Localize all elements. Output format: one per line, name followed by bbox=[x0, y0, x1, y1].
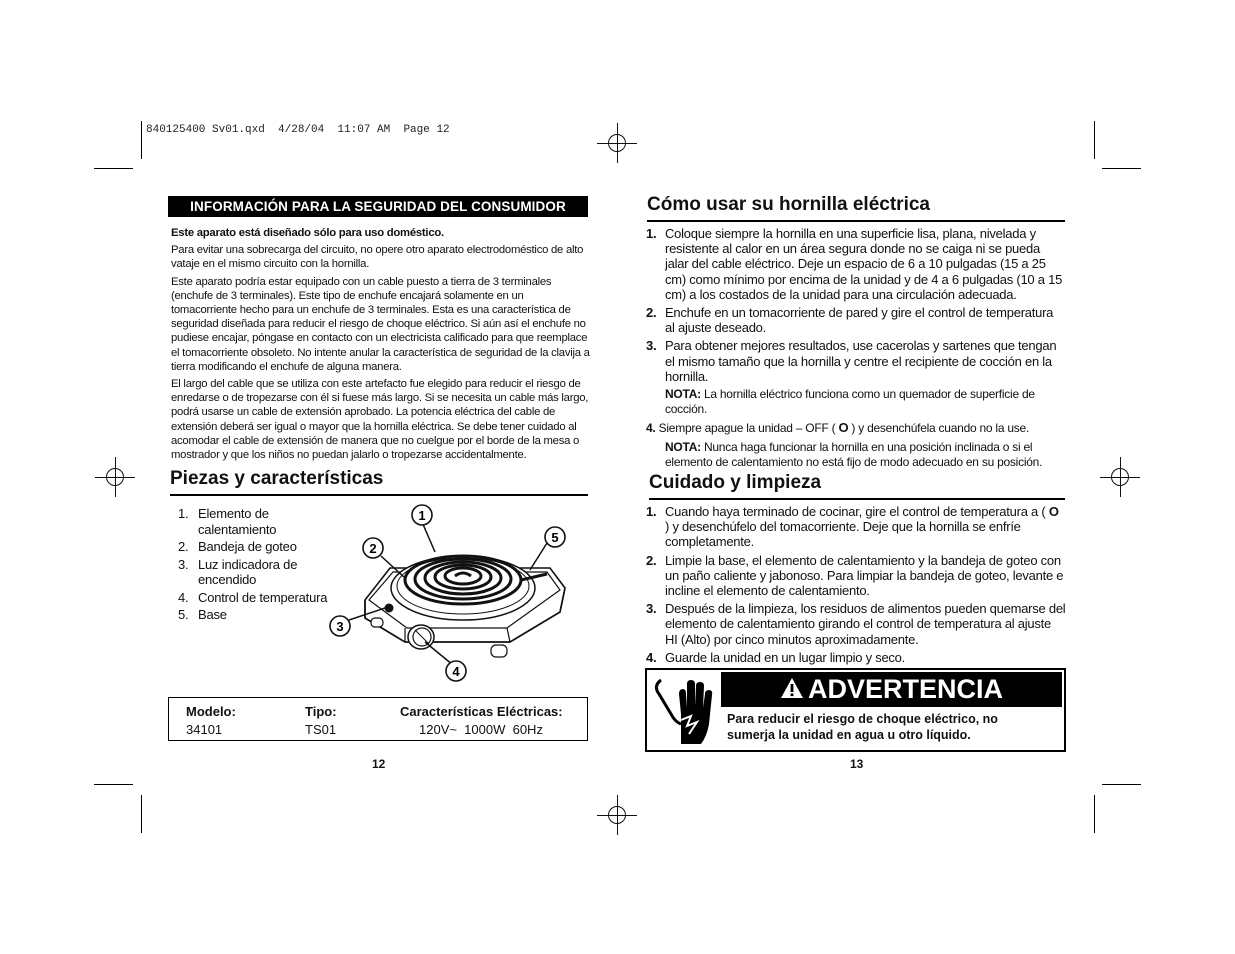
spec-header-type: Tipo: bbox=[305, 704, 337, 719]
safety-info-text bbox=[171, 226, 591, 465]
spec-table bbox=[168, 697, 588, 741]
crop-mark bbox=[94, 168, 133, 169]
file-slug: 840125400 Sv01.qxd 4/28/04 11:07 AM Page 12 bbox=[146, 124, 450, 136]
list-item: 4. Guarde la unidad en un lugar limpio y seco. bbox=[646, 649, 906, 665]
spec-header-electrical: Características Eléctricas: bbox=[400, 704, 563, 719]
list-item: 2. Bandeja de goteo bbox=[178, 539, 297, 554]
electric-shock-hand-icon bbox=[651, 674, 719, 746]
registration-mark bbox=[597, 795, 637, 835]
use-heading-text: Cómo usar su hornilla eléctrica bbox=[647, 194, 930, 215]
list-item: 1. Elemento de calentamiento bbox=[178, 506, 277, 537]
page-number: 12 bbox=[372, 757, 386, 771]
paragraph: El largo del cable que se utiliza con este artefacto fue elegido para reducir el riesgo de enredarse o de tropezarse con él si fuese más largo. Si se necesita un cable más largo, podrá usarse un cable de extensión aprobado. La potencia eléctrica del cable de extensión deberá ser igual o mayor que la hornilla eléctrica. Se debe tener cuidado al acomodar el cable de extensión de manera que no cuelgue por el borde de la mesa o mostrador y que los niños no puedan jalarlo o tropezarse accidentalmente. bbox=[171, 378, 589, 462]
callout-label: 5 bbox=[551, 530, 559, 545]
crop-mark bbox=[1102, 168, 1141, 169]
list-item: 1. Coloque siempre la hornilla en una superficie lisa, plana, nivelada y resistente al calor en un área segura donde no se caiga ni se pueda jalar del cable eléctrico. Deje un espacio de 6 a 10 pulgadas (15 a 25 cm) como mínimo por encima de la unidad y de 4 a 6 pulgadas (10 a 15 cm) a los costados de la unidad para una circulación adecuada. bbox=[646, 226, 1063, 302]
warning-triangle-icon bbox=[780, 673, 804, 708]
list-item: 2. Limpie la base, el elemento de calentamiento y la bandeja de goteo con un paño caliente y jabonoso. Para limpiar la bandeja de goteo, levante e incline el elemento de calentamiento. bbox=[646, 552, 1064, 599]
callout-label: 2 bbox=[369, 541, 377, 556]
crop-mark bbox=[141, 795, 142, 833]
spec-type: TS01 bbox=[305, 722, 337, 737]
list-item: 3. Después de la limpieza, los residuos de alimentos pueden quemarse del elemento de calentamiento girando el control de temperatura al ajuste HI (Alto) por cinco minutos aproximadamente. bbox=[646, 601, 1066, 647]
list-item: 3. Para obtener mejores resultados, use cacerolas y sartenes que tengan el mismo tamaño que la hornilla y centre el recipiente de cocción en la hornilla. bbox=[646, 338, 1057, 384]
care-instructions bbox=[646, 504, 1066, 668]
burner-illustration bbox=[325, 500, 580, 685]
use-instructions bbox=[646, 226, 1066, 473]
callout-label: 3 bbox=[336, 619, 344, 634]
parts-list bbox=[178, 506, 328, 625]
page-number: 13 bbox=[850, 757, 864, 771]
crop-mark bbox=[94, 784, 133, 785]
spec-header-model: Modelo: bbox=[186, 704, 236, 719]
list-item: 2. Enchufe en un tomacorriente de pared y gire el control de temperatura al ajuste deseado. bbox=[646, 305, 1054, 336]
list-item: 1. Cuando haya terminado de cocinar, gire el control de temperatura a ( O ) y desenchúfelo del tomacorriente. Deje que la hornilla se enfríe completamente. bbox=[646, 504, 1059, 550]
warning-message: Para reducir el riesgo de choque eléctrico, no sumerja la unidad en agua u otro líquido. bbox=[727, 712, 998, 742]
list-item: 4. Control de temperatura bbox=[178, 589, 328, 605]
list-item: 4. Siempre apague la unidad – OFF ( O ) y desenchúfela cuando no la use. bbox=[646, 420, 1030, 436]
warning-title-text: ADVERTENCIA bbox=[807, 674, 1003, 704]
callout-label: 4 bbox=[452, 664, 460, 679]
registration-mark bbox=[597, 123, 637, 163]
heading-rule bbox=[647, 220, 1065, 222]
crop-mark bbox=[1102, 784, 1141, 785]
registration-mark bbox=[1100, 457, 1140, 497]
callout-label: 1 bbox=[418, 508, 426, 523]
spec-model: 34101 bbox=[186, 722, 223, 737]
crop-mark bbox=[141, 121, 142, 159]
warning-box bbox=[645, 668, 1066, 752]
crop-mark bbox=[1094, 121, 1095, 159]
care-heading-text: Cuidado y limpieza bbox=[649, 472, 822, 493]
use-heading bbox=[647, 194, 1065, 216]
care-heading bbox=[649, 472, 1065, 494]
note: NOTA: La hornilla eléctrico funciona como un quemador de superficie de cocción. bbox=[665, 387, 1035, 417]
crop-mark bbox=[1094, 795, 1095, 833]
list-item: 3. Luz indicadora de encendido bbox=[178, 556, 298, 587]
registration-mark bbox=[95, 457, 135, 497]
parts-heading-text: Piezas y características bbox=[170, 468, 384, 489]
domestic-use-notice: Este aparato está diseñado sólo para uso doméstico. bbox=[171, 227, 444, 239]
heading-rule bbox=[170, 494, 588, 496]
heading-rule bbox=[649, 498, 1065, 500]
safety-info-header: INFORMACIÓN PARA LA SEGURIDAD DEL CONSUMIDOR bbox=[168, 196, 588, 217]
paragraph: Para evitar una sobrecarga del circuito, no opere otro aparato electrodoméstico de alto vataje en el mismo circuito con la hornilla. bbox=[171, 244, 584, 271]
warning-title bbox=[721, 672, 1062, 707]
note: NOTA: Nunca haga funcionar la hornilla en una posición inclinada o si el elemento de calentamiento no está fijo de modo adecuado en su posición. bbox=[665, 439, 1043, 469]
parts-heading bbox=[170, 468, 588, 490]
list-item: 5. Base bbox=[178, 607, 227, 622]
spec-electrical: 120V~ 1000W 60Hz bbox=[419, 722, 543, 737]
paragraph: Este aparato podría estar equipado con un cable puesto a tierra de 3 terminales (enchufe de 3 terminales). Este tipo de enchufe encajará solamente en un tomacorriente hecho para un enchufe de 3 terminales. Esta es una característica de seguridad diseñada para reducir el riesgo de choque eléctrico. Si aún así el enchufe no pudiese encajar, póngase en contacto con un electricista calificado para que reemplace el tomacorriente obsoleto. No intente anular la característica de seguridad de la clavija a tierra modificando el enchufe de alguna manera. bbox=[171, 275, 590, 373]
